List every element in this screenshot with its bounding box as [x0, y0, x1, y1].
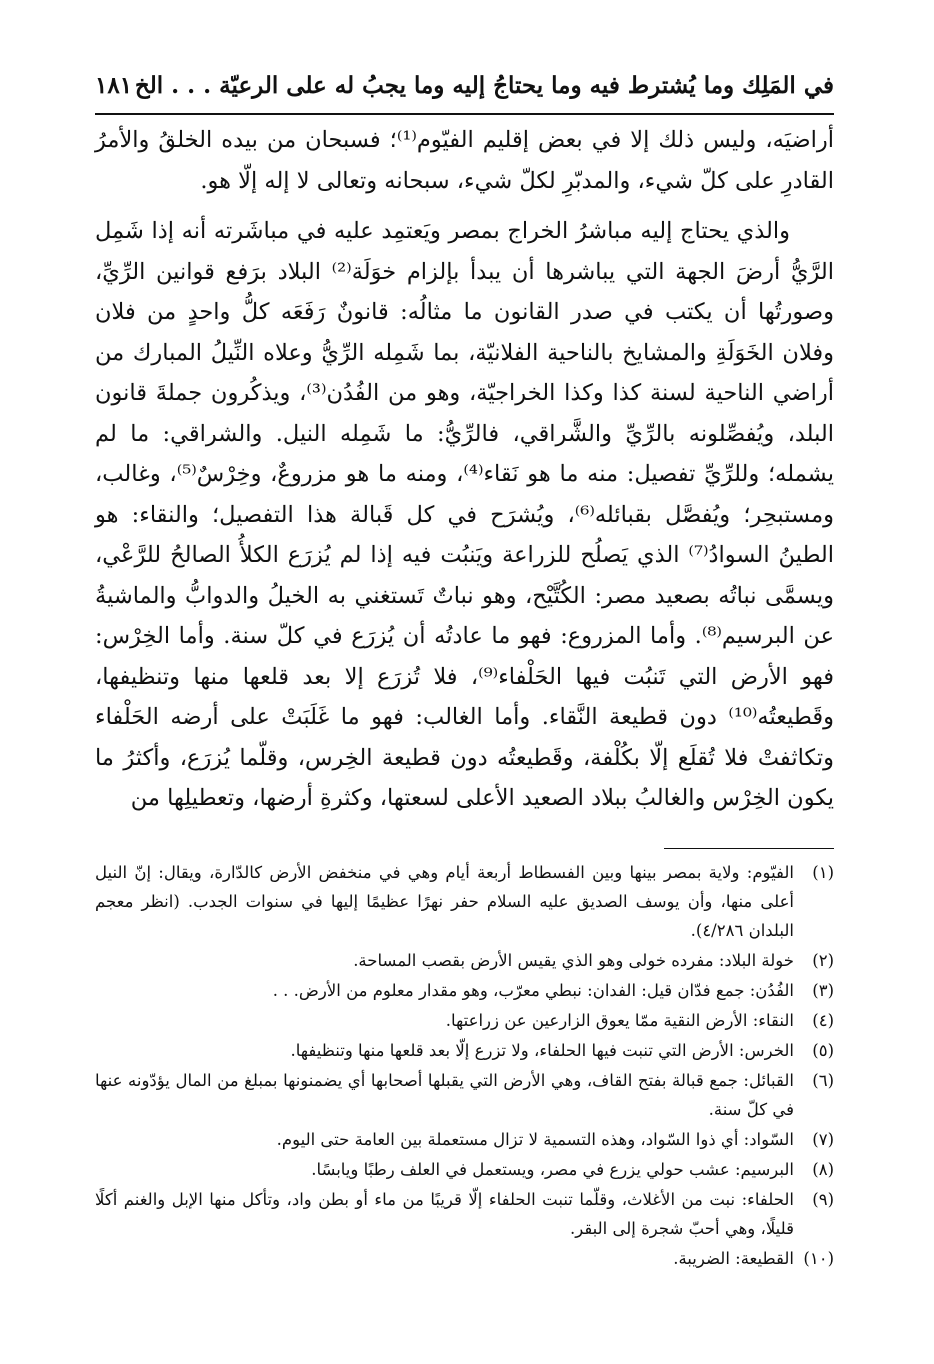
- footnote-text: الفُدُن: جمع فدّان قيل: الفدان: نبطي معرّب، وهو مقدار معلوم من الأرض. . .: [272, 981, 794, 1000]
- footnote-text: النقاء: الأرض النقية ممّا يعوق الزارعين عن زراعتها.: [445, 1011, 794, 1030]
- footnote-number: (٤): [812, 1011, 834, 1030]
- footnote-text: الحلفاء: نبت من الأغلاث، وقلّما تنبت الحلفاء إلّا قريبًا من ماء أو بطن واد، وتأكل منها الإبل والغنم أكلًا قليلًا، وهي أحبّ شجرة إلى البقر.: [95, 1190, 794, 1238]
- footnote-number: (٢): [812, 951, 834, 970]
- footnote-number: (٧): [812, 1130, 834, 1149]
- footnote: [95, 1125, 834, 1154]
- footnote-text: القطيعة: الضريبة.: [673, 1249, 794, 1268]
- running-title: في المَلِك وما يُشترط فيه وما يحتاجُ إليه وما يجبُ له على الرعيّة . . . الخ: [134, 72, 834, 99]
- footnote-number: (٩): [812, 1190, 834, 1209]
- footnote-number: (١): [812, 863, 834, 882]
- paragraph-1: أراضيَه، وليس ذلك إلا في بعض إقليم الفيّوم⁽¹⁾؛ فسبحان من بيده الخلقُ والأمرُ القادرِ على كلّ شيء، والمدبّرِ لكلّ شيء، سبحانه وتعالى لا إله إلّا هو.: [95, 127, 834, 194]
- footnote-rule: [664, 848, 834, 849]
- footnote: [95, 946, 834, 975]
- footnote-text: القبائل: جمع قبالة بفتح القاف، وهي الأرض التي يقبلها أصحابها أي يضمنونها بمبلغ من المال يؤدّونه عنها في كلّ سنة.: [95, 1071, 794, 1119]
- footnote: [95, 858, 834, 945]
- footnote-number: (٦): [812, 1071, 834, 1090]
- footnote-number: (٣): [812, 981, 834, 1000]
- footnote: [95, 1244, 834, 1273]
- main-text: [95, 120, 834, 819]
- footnote-text: الفيّوم: ولاية بمصر بينها وبين الفسطاط أربعة أيام وهي في منخفض الأرض كالدّارة، ويقال: إنّ النيل أعلى منها، وأن يوسف الصديق عليه السلام حفر نهرًا عظيمًا إليها في سنوات الجدب. (انظر معجم البلدان ٤/٢٨٦).: [95, 863, 794, 940]
- footnote-number: (١٠): [803, 1249, 834, 1268]
- footnotes: [95, 858, 834, 1274]
- footnote-text: الخرس: الأرض التي تنبت فيها الحلفاء، ولا تزرع إلّا بعد قلعها منها وتنظيفها.: [290, 1041, 794, 1060]
- footnote: [95, 1036, 834, 1065]
- footnote-text: السّواد: أي ذوا السّواد، وهذه التسمية لا تزال مستعملة بين العامة حتى اليوم.: [276, 1130, 794, 1149]
- page-number: ١٨١: [95, 72, 133, 99]
- footnote-text: البرسيم: عشب حولي يزرع في مصر، ويستعمل في العلف رطبًا ويابسًا.: [311, 1160, 794, 1179]
- footnote: [95, 1006, 834, 1035]
- running-head: [95, 62, 834, 110]
- footnote-number: (٥): [812, 1041, 834, 1060]
- footnote: [95, 1185, 834, 1243]
- paragraph-2: والذي يحتاج إليه مباشرُ الخراج بمصر ويَعتمِد عليه في مباشَرته أنه إذا شَمِل الرَّيُّ أرضَ الجهة التي يباشرها أن يبدأ بإلزام خوَلَة⁽²⁾ البلاد برَفع قوانين الرِّيِّ، وصورتُها أن يكتب في صدر القانون ما مثالُه: قانونٌ رَفَعَه كلُّ واحدٍ من فلان وفلان الخَوَلَةِ والمشايخ بالناحية الفلانيّة، بما شَمِله الرِّيُّ وعلاه النِّيلُ المبارك من أراضي الناحية لسنة كذا وكذا الخراجيّة، وهو من الفُدُن⁽³⁾، ويذكُرون جملةَ قانون البلد، ويُفصِّلونه بالرِّيِّ والشَّراقي، فالرِّيُّ: ما شَمِله النيل. والشراقي: ما لم يشمله؛ وللرِّيِّ تفصيل: منه ما هو نَقاء⁽⁴⁾، ومنه ما هو مزروعٌ، وخِرْسٌ⁽⁵⁾، وغالب، ومستبحِر؛ ويُفصَّل بقبائله⁽⁶⁾، ويُشرَح في كل قَبالة هذا التفصيل؛ والنقاء: هو الطينُ السوادُ⁽⁷⁾ الذي يَصلُح للزراعة ويَنبُت فيه إذا لم يُزرَع الكلأُ الصالحُ للرَّعْي، ويسمَّى نباتُه بصعيد مصر: الكُتَّيْح، وهو نباتٌ تَستغني به الخيلُ والدوابُّ والماشيةُ عن البرسيم⁽⁸⁾. وأما المزروع: فهو ما عادتُه أن يُزرَع في كلّ سنة. وأما الخِرْس: فهو الأرض التي تَنبُت فيها الحَلْفاء⁽⁹⁾، فلا تُزرَع إلا بعد قلعها منها وتنظيفها، وقَطيعتُه⁽¹⁰⁾ دون قطيعة النَّقاء. وأما الغالب: فهو ما غَلَبَتْ على أرضه الحَلْفاء وتكاثفتْ فلا تُقلَع إلّا بكُلْفة، وقَطيعتُه دون قطيعة الخِرس، وقلّما يُزرَع، وأكثرُ ما يكون الخِرْس والغالبُ ببلاد الصعيد الأعلى لسعتها، وكثرةِ أرضها، وتعطيلِها من: [95, 218, 835, 811]
- footnote: [95, 976, 834, 1005]
- footnote: [95, 1155, 834, 1184]
- footnote-text: خولة البلاد: مفرده خولى وهو الذي يقيس الأرض بقصب المساحة.: [353, 951, 794, 970]
- header-rule: [95, 113, 834, 115]
- footnote: [95, 1066, 834, 1124]
- footnote-number: (٨): [812, 1160, 834, 1179]
